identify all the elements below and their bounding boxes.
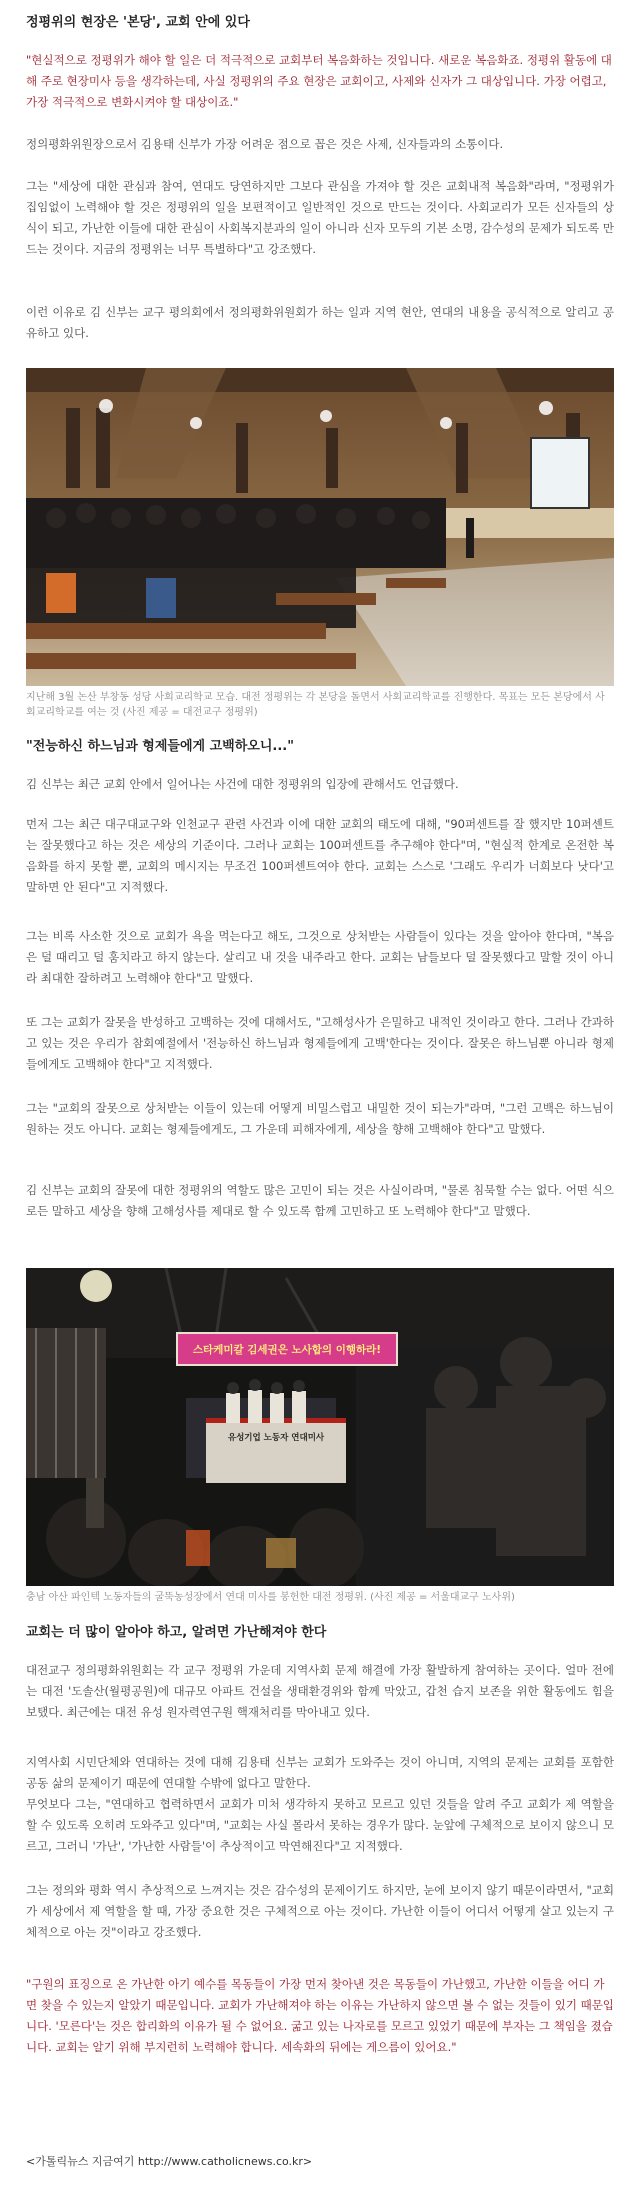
paragraph: 지역사회 시민단체와 연대하는 것에 대해 김용태 신부는 교회가 도와주는 것이 아니며, 지역의 문제는 교회를 포함한 공동 삶의 문제이기 때문에 연대할 수밖에 없다고 말한다. (26, 1755, 614, 1790)
church-interior-photo (26, 368, 614, 686)
protest-banner (176, 1332, 398, 1366)
paragraph: 먼저 그는 최근 대구대교구와 인천교구 관련 사건과 이에 대한 교회의 태도에 대해, "90퍼센트를 잘 했지만 10퍼센트는 잘못했다고 하는 것은 세상의 기준이다. 그러나 교회는 100퍼센트를 추구해야 한다"며, "현실적 한계로 온전한 복음화를 하지 못할 뿐, 교회의 메시지는 무조건 100퍼센트여야 한다. 교회는 스스로 '그래도 우리가 너희보다 낫다'고 말하면 안 된다"고 지적했다. (26, 817, 614, 894)
paragraph: 그는 "교회의 잘못으로 상처받는 이들이 있는데 어떻게 비밀스럽고 내밀한 것이 되는가"라며, "그런 고백은 하느님이 원하는 것도 아니다. 교회는 형제들에게도, 그 가운데 피해자에게, 세상을 향해 고백해야 한다"고 말했다. (26, 1101, 614, 1136)
photo-caption: 지난해 3월 논산 부창동 성당 사회교리학교 모습. 대전 정평위는 각 본당을 돌면서 사회교리학교를 진행한다. 목표는 모든 본당에서 사회교리학교를 여는 것 (사진 제공 = 대전교구 정평위) (26, 692, 605, 718)
paragraph: 무엇보다 그는, "연대하고 협력하면서 교회가 미처 생각하지 못하고 모르고 있던 것들을 알려 주고 교회가 제 역할을 할 수 있도록 오히려 도와주고 있다"며, "교회는 사실 몰라서 못하는 경우가 많다. 눈앞에 구체적으로 보이지 않으니 모르고, 그러니 '가난', '가난한 사람들'이 추상적이고 막연해진다"고 지적했다. (26, 1797, 614, 1853)
paragraph: 대전교구 정의평화위원회는 각 교구 정평위 가운데 지역사회 문제 해결에 가장 활발하게 참여하는 곳이다. 얼마 전에는 대전 '도솔산(월평공원)에 대규모 아파트 건설을 생태환경위와 함께 막았고, 갑천 습지 보존을 위한 활동에도 힘을 보탰다. 최근에는 대전 유성 원자력연구원 핵재처리를 막아내고 있다. (26, 1663, 614, 1719)
paragraph: 그는 정의와 평화 역시 추상적으로 느껴지는 것은 감수성의 문제이기도 하지만, 눈에 보이지 않기 때문이라면서, "교회가 세상에서 제 역할을 할 때, 가장 중요한 것은 구체적으로 아는 것이다. 가난한 이들이 어디서 어떻게 살고 있는지 구체적으로 아는 것"이라고 강조했다. (26, 1883, 614, 1939)
mass-banner-text: 유성기업 노동자 연대미사 (227, 1433, 325, 1443)
paragraph: 김 신부는 최근 교회 안에서 일어나는 사건에 대한 정평위의 입장에 관해서도 언급했다. (26, 777, 459, 791)
section-heading: "전능하신 하느님과 형제들에게 고백하오니..." (26, 739, 294, 754)
paragraph: 그는 비록 사소한 것으로 교회가 욕을 먹는다고 해도, 그것으로 상처받는 사람들이 있다는 것을 알아야 한다며, "복음은 덜 때리고 덜 훔치라고 하지 않는다. 살리고 내 것을 내주라고 한다. 교회는 남들보다 덜 잘못했다고 말할 것이 아니라 최대한 잘하려고 노력해야 한다"고 말했다. (26, 929, 614, 985)
mass-banner (206, 1426, 346, 1448)
section-heading: 교회는 더 많이 알아야 하고, 알려면 가난해져야 한다 (26, 1625, 327, 1640)
paragraph: 이런 이유로 김 신부는 교구 평의회에서 정의평화위원회가 하는 일과 지역 현안, 연대의 내용을 공식적으로 알리고 공유하고 있다. (26, 305, 614, 340)
source-footer (26, 2154, 614, 2170)
paragraph: 그는 "세상에 대한 관심과 참여, 연대도 당연하지만 그보다 관심을 가져야 할 것은 교회내적 복음화"라며, "정평위가 집임없이 노력해야 할 것은 정평위의 일을 보편적이고 일반적인 것으로 만드는 것이다. 사회교리가 모든 신자들의 상식이 되고, 가난한 이들에 대한 관심이 사회복지분과의 일이 아니라 신자 모두의 기본 소명, 감수성의 문제가 되도록 만드는 것이다. 지금의 정평위는 너무 특별하다"고 강조했다. (26, 179, 614, 256)
church-interior-image (26, 368, 614, 686)
pull-quote: "구원의 표징으로 온 가난한 아기 예수를 목동들이 가장 먼저 찾아낸 것은 목동들이 가난했고, 가난한 이들을 어디 가면 찾을 수 있는지 알았기 때문입니다. 교회가 가난해져야 하는 이유는 가난하지 않으면 볼 수 없는 것들이 있기 때문입니다. '모른다'는 것은 합리화의 이유가 될 수 없어요. 굶고 있는 나자로를 모르고 있었기 때문에 부자는 그 책임을 졌습니다. 교회는 알기 위해 부지런히 노력해야 합니다. 세속화의 뒤에는 게으름이 있어요." (26, 1977, 614, 2054)
protest-banner-text: 스타케미칼 김세권은 노사합의 이행하라! (192, 1343, 382, 1356)
paragraph: 또 그는 교회가 잘못을 반성하고 고백하는 것에 대해서도, "고해성사가 은밀하고 내적인 것이라고 한다. 그러나 간과하고 있는 것은 우리가 참회예절에서 '전능하신 하느님과 형제들에게 고백'한다는 것이다. 잘못은 하느님뿐 아니라 형제들에게도 고백해야 한다"고 지적했다. (26, 1015, 614, 1071)
paragraph: 김 신부는 교회의 잘못에 대한 정평위의 역할도 많은 고민이 되는 것은 사실이라며, "물론 침묵할 수는 없다. 어떤 식으로든 말하고 세상을 향해 고해성사를 제대로 할 수 있도록 함께 고민하고 또 노력해야 한다"고 말했다. (26, 1183, 614, 1218)
solidarity-mass-photo (26, 1268, 614, 1586)
paragraph: 정의평화위원장으로서 김용태 신부가 가장 어려운 점으로 꼽은 것은 사제, 신자들과의 소통이다. (26, 137, 504, 151)
section-heading: 정평위의 현장은 '본당', 교회 안에 있다 (26, 15, 250, 30)
pull-quote: "현실적으로 정평위가 해야 할 일은 더 적극적으로 교회부터 복음화하는 것입니다. 새로운 복음화죠. 정평위 활동에 대해 주로 현장미사 등을 생각하는데, 사실 정평위의 주요 현장은 교회이고, 사제와 신자가 그 대상입니다. 가장 어렵고, 가장 적극적으로 변화시켜야 할 대상이죠." (26, 53, 612, 109)
source-link[interactable]: <가톨릭뉴스 지금여기 http://www.catholicnews.co.kr> (26, 2155, 313, 2168)
photo-caption: 충남 아산 파인텍 노동자들의 굴뚝농성장에서 연대 미사를 봉헌한 대전 정평위. (사진 제공 = 서울대교구 노사위) (26, 1592, 515, 1603)
